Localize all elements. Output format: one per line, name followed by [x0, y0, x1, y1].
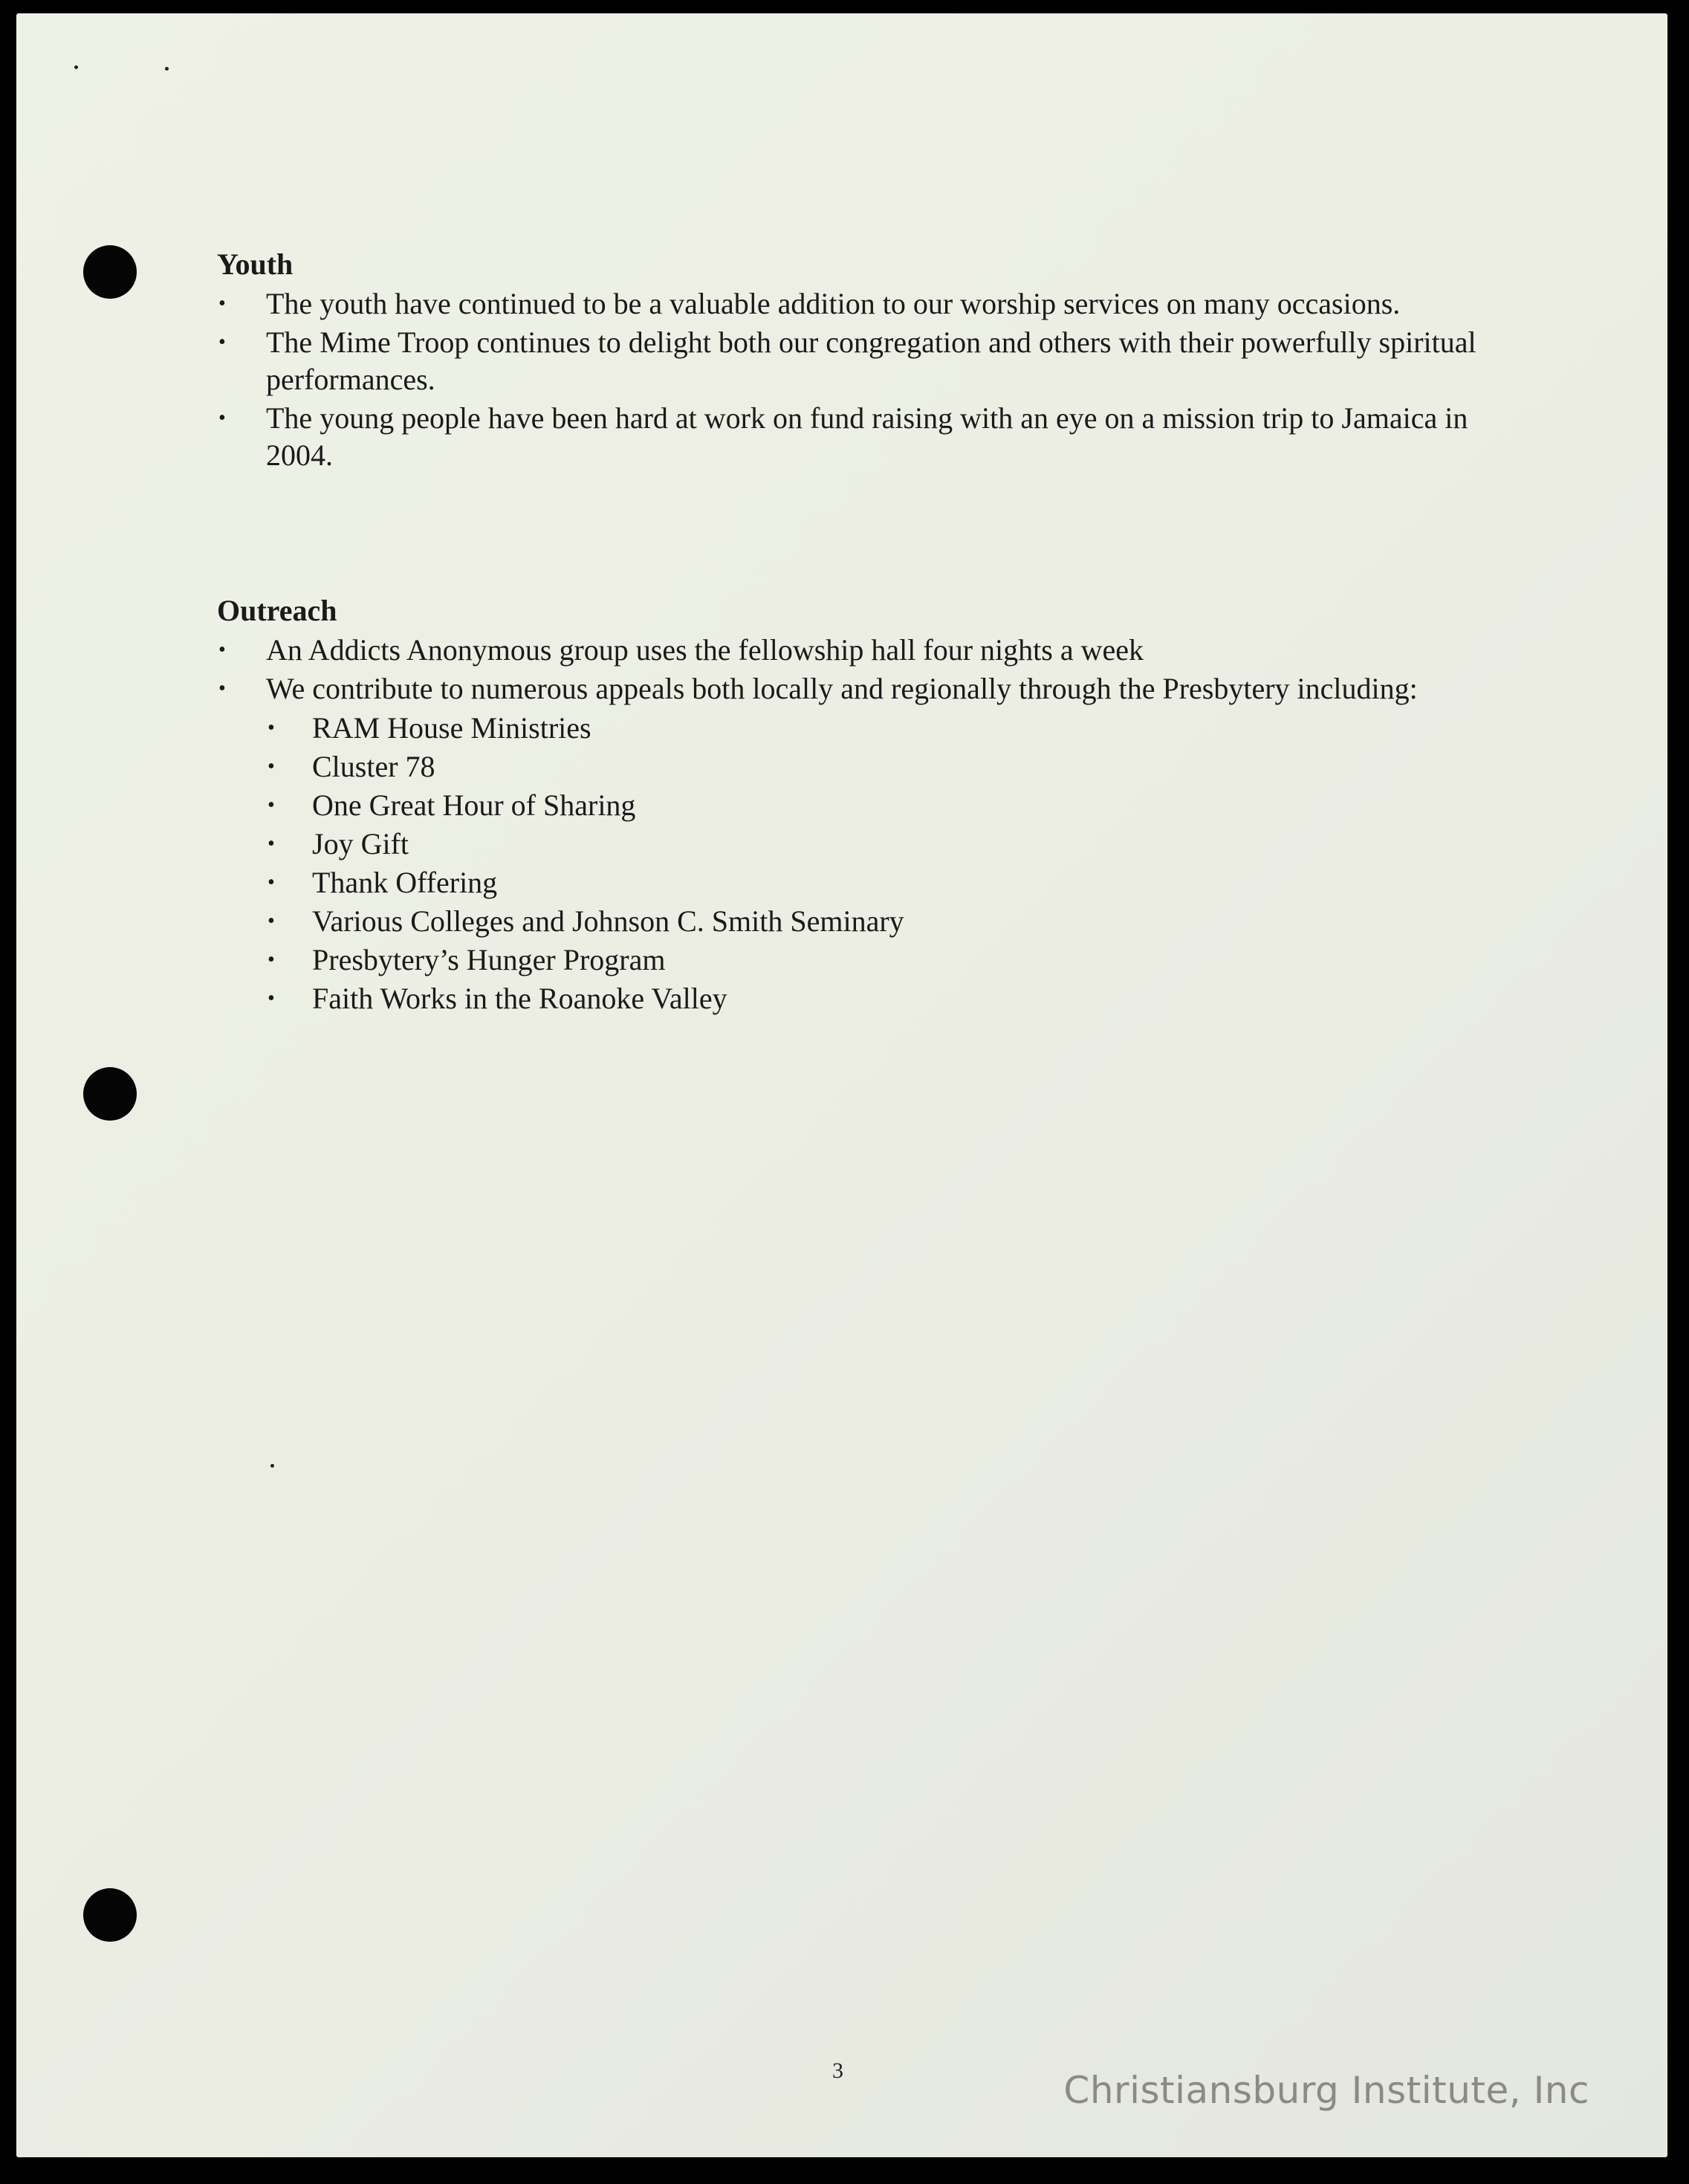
youth-section	[217, 245, 1510, 476]
speck	[165, 67, 169, 71]
list-item: • The young people have been hard at work on fund raising with an eye on a mission trip to Jamaica in 2004.	[217, 400, 1510, 474]
sub-list-item: • Presbytery’s Hunger Program	[266, 941, 1510, 979]
paper-sheet	[16, 13, 1667, 2157]
sub-list-item: • Faith Works in the Roanoke Valley	[266, 979, 1510, 1018]
watermark-text: Christiansburg Institute, Inc	[1063, 2069, 1589, 2112]
list-item: • The youth have continued to be a valuable addition to our worship services on many occasions.	[217, 285, 1510, 323]
appeals-sublist	[266, 709, 1510, 1018]
list-item: • An Addicts Anonymous group uses the fellowship hall four nights a week	[217, 632, 1510, 669]
list-item: • The Mime Troop continues to delight both our congregation and others with their powerfully spiritual performances.	[217, 324, 1510, 398]
sub-list-item: • Various Colleges and Johnson C. Smith Seminary	[266, 902, 1510, 941]
speck	[270, 1464, 274, 1468]
youth-heading: Youth	[217, 247, 294, 281]
outreach-heading: Outreach	[217, 594, 337, 627]
page-number: 3	[832, 2058, 843, 2083]
sub-list-item: • One Great Hour of Sharing	[266, 786, 1510, 825]
sub-list-item: • Joy Gift	[266, 825, 1510, 863]
outreach-section	[217, 592, 1510, 1020]
youth-list	[217, 285, 1510, 474]
sub-list-item: • RAM House Ministries	[266, 709, 1510, 748]
sub-list-item: • Thank Offering	[266, 863, 1510, 902]
punch-hole-bottom	[83, 1888, 137, 1942]
punch-hole-top	[83, 245, 137, 299]
list-item-text: We contribute to numerous appeals both locally and regionally through the Presbytery including:	[266, 672, 1418, 705]
sub-list-item: • Cluster 78	[266, 748, 1510, 786]
speck	[74, 65, 78, 69]
punch-hole-middle	[83, 1067, 137, 1121]
outreach-list	[217, 632, 1510, 1018]
list-item-with-sublist	[217, 670, 1510, 1018]
